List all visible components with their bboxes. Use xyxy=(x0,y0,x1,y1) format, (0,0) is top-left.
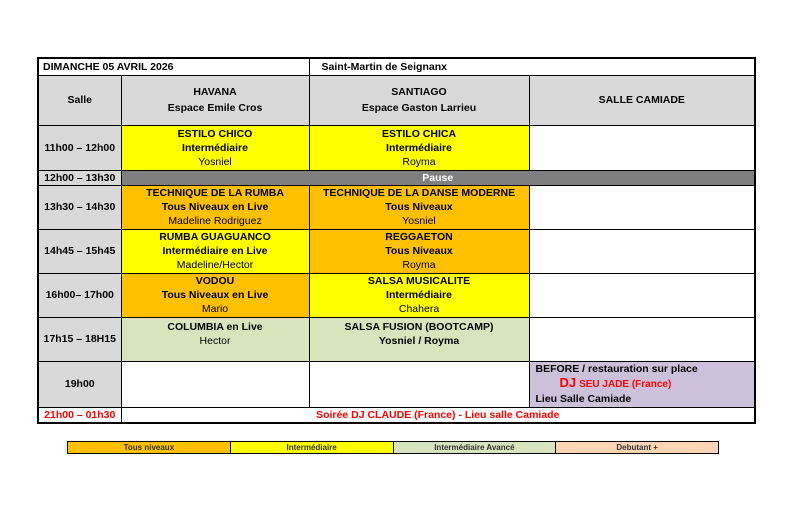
havana-class xyxy=(121,273,309,317)
class-title: TECHNIQUE DE LA RUMBA xyxy=(146,187,284,199)
santiago-class xyxy=(309,185,529,229)
time-slot: 17h15 – 18H15 xyxy=(38,317,121,361)
schedule-row xyxy=(38,317,755,361)
schedule-row xyxy=(38,273,755,317)
dj-line xyxy=(536,376,755,392)
havana-space: Espace Emile Cros xyxy=(167,102,263,114)
class-level: Tous Niveaux en Live xyxy=(161,289,269,301)
class-teacher: Royma xyxy=(402,259,436,271)
camiade-empty xyxy=(529,185,755,229)
camiade-empty xyxy=(529,273,755,317)
class-level: Intermédiaire xyxy=(386,289,452,301)
salle-header: Salle xyxy=(38,75,121,125)
class-teacher: Yosniel / Royma xyxy=(378,334,460,347)
title-row xyxy=(38,58,755,75)
class-teacher: Royma xyxy=(402,155,436,168)
legend-intermediaire-avance: Intermédiaire Avancé xyxy=(393,442,556,454)
event-location: Saint-Martin de Seignanx xyxy=(309,58,755,75)
soiree-time: 21h00 – 01h30 xyxy=(38,407,121,423)
legend-tous-niveaux: Tous niveaux xyxy=(68,442,231,454)
camiade-empty xyxy=(529,229,755,273)
schedule-row xyxy=(38,229,755,273)
dj-prefix: DJ xyxy=(559,375,577,390)
time-slot: 13h30 – 14h30 xyxy=(38,185,121,229)
class-level: Tous Niveaux xyxy=(385,245,453,257)
santiago-class xyxy=(309,317,529,361)
class-teacher: Chahera xyxy=(398,303,440,315)
class-title: COLUMBIA en Live xyxy=(167,320,263,333)
class-title: ESTILO CHICO xyxy=(177,127,253,140)
havana-class xyxy=(121,185,309,229)
time-slot: 19h00 xyxy=(38,361,121,407)
time-slot: 16h00– 17h00 xyxy=(38,273,121,317)
havana-header xyxy=(121,75,309,125)
before-title: BEFORE / restauration sur place xyxy=(535,363,698,375)
schedule-row xyxy=(38,125,755,170)
havana-empty xyxy=(121,361,309,407)
class-level: Intermédiaire xyxy=(386,141,452,154)
event-date: DIMANCHE 05 AVRIL 2026 xyxy=(38,58,309,75)
class-level: Intermédiaire xyxy=(182,141,248,154)
class-title: SALSA FUSION (BOOTCAMP) xyxy=(344,320,494,333)
level-legend xyxy=(67,441,719,454)
camiade-header: SALLE CAMIADE xyxy=(529,75,755,125)
class-teacher: Yosniel xyxy=(402,215,436,227)
class-title: SALSA MUSICALITE xyxy=(367,275,471,287)
dj-name: SEU JADE (France) xyxy=(579,379,672,390)
class-teacher: Mario xyxy=(201,303,229,315)
class-teacher: Hector xyxy=(199,334,231,347)
schedule-row xyxy=(38,185,755,229)
time-slot: 11h00 – 12h00 xyxy=(38,125,121,170)
soiree-row xyxy=(38,407,755,423)
santiago-header xyxy=(309,75,529,125)
before-event xyxy=(529,361,755,407)
santiago-class xyxy=(309,229,529,273)
class-level: Intermédiaire en Live xyxy=(162,245,268,257)
class-level: Tous Niveaux en Live xyxy=(161,201,269,213)
santiago-space: Espace Gaston Larrieu xyxy=(361,102,477,114)
havana-class xyxy=(121,125,309,170)
soiree-label: Soirée DJ CLAUDE (France) - Lieu salle Camiade xyxy=(121,407,755,423)
class-title: RUMBA GUAGUANCO xyxy=(159,231,271,243)
before-venue: Lieu Salle Camiade xyxy=(535,393,632,405)
schedule-table xyxy=(37,57,756,424)
pause-time: 12h00 – 13h30 xyxy=(38,170,121,185)
santiago-empty xyxy=(309,361,529,407)
havana-class xyxy=(121,317,309,361)
class-teacher: Madeline Rodriguez xyxy=(168,215,262,227)
column-header-row xyxy=(38,75,755,125)
legend-intermediaire: Intermédiaire xyxy=(230,442,393,454)
santiago-class xyxy=(309,125,529,170)
havana-name: HAVANA xyxy=(193,86,237,98)
class-title: ESTILO CHICA xyxy=(381,127,457,140)
class-title: REGGAETON xyxy=(385,231,453,243)
class-level: Tous Niveaux xyxy=(385,201,453,213)
santiago-name: SANTIAGO xyxy=(391,86,447,98)
camiade-empty xyxy=(529,317,755,361)
pause-row xyxy=(38,170,755,185)
time-slot: 14h45 – 15h45 xyxy=(38,229,121,273)
legend-debutant-plus: Debutant + xyxy=(556,442,719,454)
evening-row xyxy=(38,361,755,407)
havana-class xyxy=(121,229,309,273)
camiade-empty xyxy=(529,125,755,170)
class-teacher: Yosniel xyxy=(198,155,232,168)
pause-label: Pause xyxy=(121,170,755,185)
santiago-class xyxy=(309,273,529,317)
class-title: TECHNIQUE DE LA DANSE MODERNE xyxy=(322,187,516,199)
class-title: VODOU xyxy=(195,275,235,287)
class-teacher: Madeline/Hector xyxy=(176,259,254,271)
